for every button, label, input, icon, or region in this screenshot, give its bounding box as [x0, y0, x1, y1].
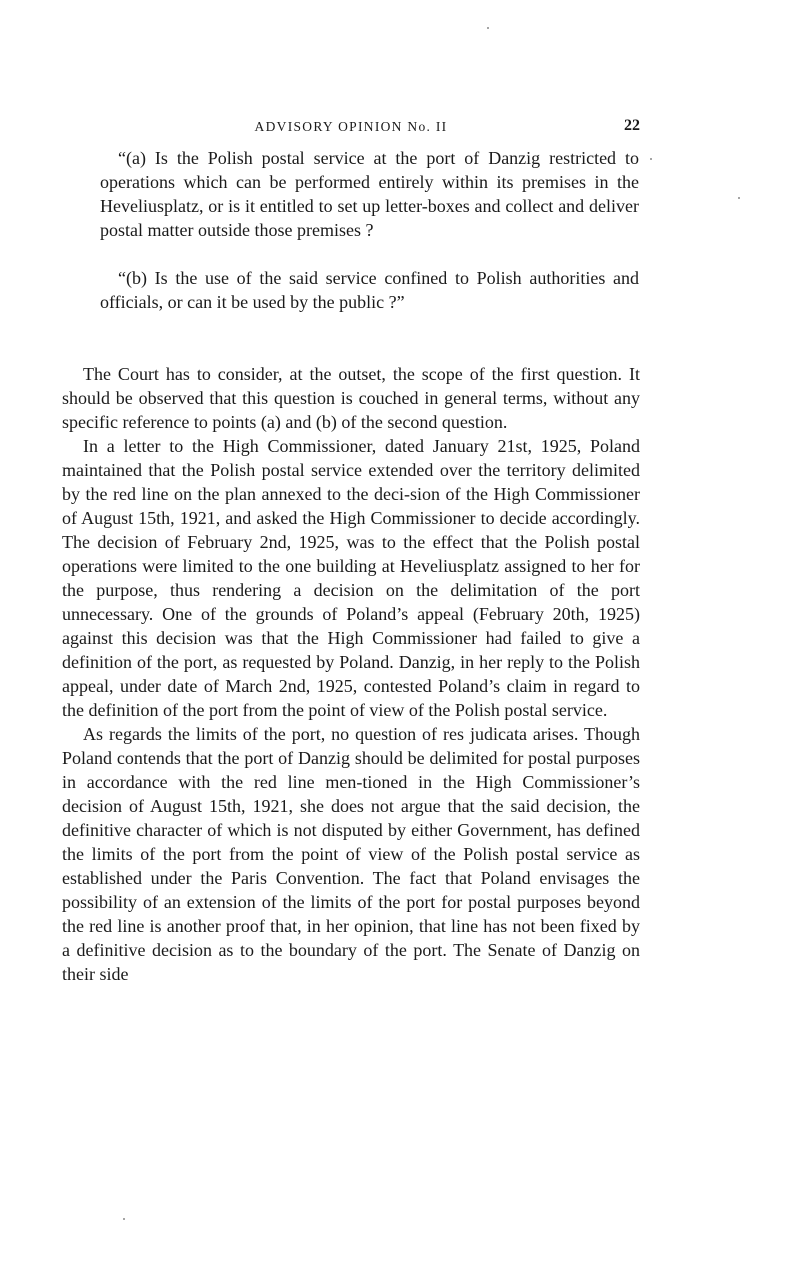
running-title: ADVISORY OPINION No. II	[254, 119, 448, 134]
paragraph-limits: As regards the limits of the port, no question of res judicata arises. Though Poland contends that the port of Danzig should be delimited for postal purposes in accordance with the red line men-tioned in the High Commissioner’s decision of August 15th, 1921, she does not argue that the said decision, the definitive character of which is not disputed by either Government, has defined the limits of the port from the point of view of the Polish postal service as established under the Paris Convention. The fact that Poland envisages the possibility of an extension of the limits of the port for postal purposes beyond the red line is another proof that, in her opinion, that line has not been fixed by a definitive decision as to the boundary of the port. The Senate of Danzig on their side	[62, 724, 640, 984]
page-header	[62, 117, 640, 139]
scan-speck	[123, 1218, 125, 1220]
question-b: “(b) Is the use of the said service confined to Polish authorities and officials, or can it be used by the public ?”	[100, 268, 639, 312]
paragraph-letter: In a letter to the High Commissioner, dated January 21st, 1925, Poland maintained that the Polish postal service extended over the territory delimited by the red line on the plan annexed to the deci-sion of the High Commissioner of August 15th, 1921, and asked the High Commissioner to decide accordingly. The decision of February 2nd, 1925, was to the effect that the Polish postal operations were limited to the one building at Heveliusplatz assigned to her for the purpose, thus rendering a decision on the delimitation of the port unnecessary. One of the grounds of Poland’s appeal (February 20th, 1925) against this decision was that the High Commissioner had failed to give a definition of the port, as requested by Poland. Danzig, in her reply to the Polish appeal, under date of March 2nd, 1925, contested Poland’s claim in regard to the definition of the port from the point of view of the Polish postal service.	[62, 436, 640, 720]
question-a: “(a) Is the Polish postal service at the port of Danzig restricted to operations which can be performed entirely within its premises in the Heveliusplatz, or is it entitled to set up letter-boxes and collect and deliver postal matter outside those premises ?	[100, 148, 639, 240]
page-number: 22	[624, 117, 640, 134]
scan-speck	[487, 27, 489, 29]
quoted-questions	[100, 146, 639, 314]
paragraph-scope: The Court has to consider, at the outset, the scope of the first question. It should be observed that this question is couched in general terms, without any specific reference to points (a) and (b) of the second question.	[62, 364, 640, 432]
body-text	[62, 362, 640, 986]
scan-speck	[650, 158, 652, 160]
scan-speck	[738, 197, 740, 199]
